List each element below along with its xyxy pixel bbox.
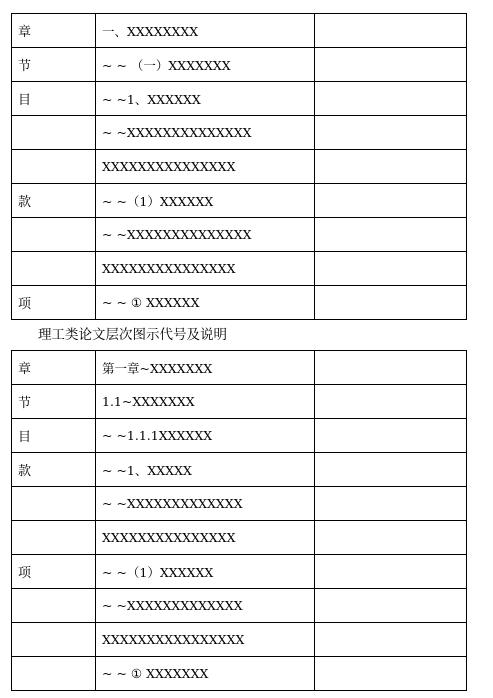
level-cell [12,589,96,623]
level-cell: 款 [12,453,96,487]
level-cell: 款 [12,184,96,218]
note-cell [315,252,467,286]
level-cell: 目 [12,82,96,116]
table-row [12,351,467,385]
content-cell: ~ ~ ① XXXXXXX [96,657,315,691]
note-cell [315,351,467,385]
heading-levels-table-1 [11,13,467,320]
table-row [12,48,467,82]
level-cell [12,116,96,150]
note-cell [315,521,467,555]
level-cell: 章 [12,351,96,385]
note-cell [315,385,467,419]
table-caption: 理工类论文层次图示代号及说明 [38,327,227,343]
table-row [12,555,467,589]
content-cell: ~ ~1、XXXXXX [96,82,315,116]
table-row [12,521,467,555]
level-cell: 章 [12,14,96,48]
content-cell: ~ ~（1）XXXXXX [96,555,315,589]
level-cell: 项 [12,555,96,589]
note-cell [315,82,467,116]
level-cell: 节 [12,385,96,419]
content-cell: XXXXXXXXXXXXXXX [96,150,315,184]
table-row [12,623,467,657]
content-cell: XXXXXXXXXXXXXXXX [96,623,315,657]
content-cell: ~ ~ ① XXXXXX [96,286,315,320]
note-cell [315,286,467,320]
level-cell [12,657,96,691]
content-cell: ~ ~（1）XXXXXX [96,184,315,218]
table-row [12,385,467,419]
table-row [12,487,467,521]
content-cell: 1.1~XXXXXXX [96,385,315,419]
table-row [12,116,467,150]
content-cell: ~ ~1.1.1XXXXXX [96,419,315,453]
level-cell [12,623,96,657]
table-row [12,218,467,252]
note-cell [315,555,467,589]
note-cell [315,453,467,487]
table-row [12,150,467,184]
table-row [12,82,467,116]
table-row [12,252,467,286]
level-cell: 节 [12,48,96,82]
note-cell [315,184,467,218]
content-cell: ~ ~XXXXXXXXXXXXXX [96,218,315,252]
table-row [12,657,467,691]
note-cell [315,657,467,691]
content-cell: XXXXXXXXXXXXXXX [96,252,315,286]
note-cell [315,14,467,48]
content-cell: ~ ~XXXXXXXXXXXXX [96,487,315,521]
table-row [12,14,467,48]
table-row [12,589,467,623]
content-cell: ~ ~ （一）XXXXXXX [96,48,315,82]
level-cell [12,218,96,252]
content-cell: 一、XXXXXXXX [96,14,315,48]
table-row [12,286,467,320]
table-row [12,453,467,487]
content-cell: ~ ~XXXXXXXXXXXXXX [96,116,315,150]
level-cell: 项 [12,286,96,320]
content-cell: XXXXXXXXXXXXXXX [96,521,315,555]
level-cell: 目 [12,419,96,453]
level-cell [12,150,96,184]
note-cell [315,150,467,184]
table-row [12,184,467,218]
note-cell [315,623,467,657]
note-cell [315,419,467,453]
note-cell [315,48,467,82]
content-cell: ~ ~XXXXXXXXXXXXX [96,589,315,623]
note-cell [315,116,467,150]
note-cell [315,487,467,521]
table-row [12,419,467,453]
content-cell: ~ ~1、XXXXX [96,453,315,487]
level-cell [12,252,96,286]
heading-levels-table-2 [11,350,467,691]
level-cell [12,521,96,555]
note-cell [315,218,467,252]
level-cell [12,487,96,521]
note-cell [315,589,467,623]
content-cell: 第一章~XXXXXXX [96,351,315,385]
